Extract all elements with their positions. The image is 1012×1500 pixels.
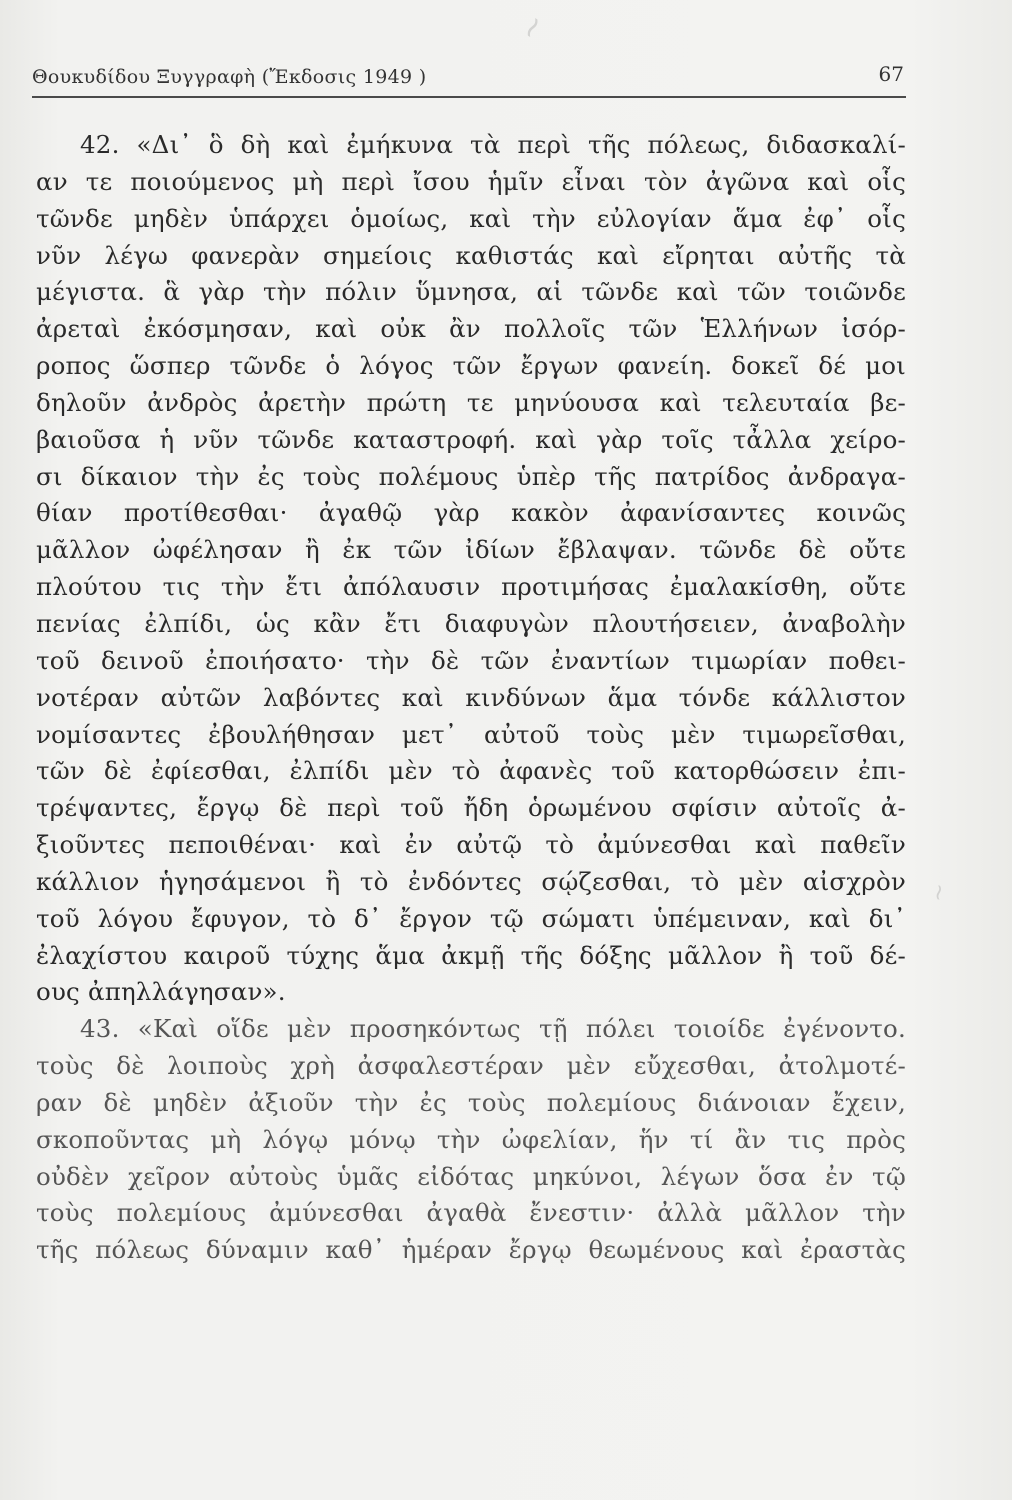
text-line: τῆς πόλεως δύναμιν καθ᾿ ἡμέραν ἔργῳ θεωμένους καὶ ἐραστὰς — [36, 1235, 906, 1265]
text-line: πλούτου τις τὴν ἔτι ἀπόλαυσιν προτιμήσας ἐμαλακίσθη, οὔτε — [36, 572, 906, 602]
text-line: νομίσαντες ἐβουλήθησαν μετ᾿ αὐτοῦ τοὺς μὲν τιμωρεῖσθαι, — [36, 719, 906, 749]
main-text — [36, 127, 906, 1269]
text-line: νοτέραν αὐτῶν λαβόντες καὶ κινδύνων ἅμα τόνδε κάλλιστον — [36, 682, 906, 712]
pencil-mark-right: ~ — [925, 881, 954, 904]
page-header — [32, 62, 906, 98]
text-line: βαιοῦσα ἡ νῦν τῶνδε καταστροφή. καὶ γὰρ τοῖς τἆλλα χείρο- — [36, 424, 906, 454]
text-line: σκοποῦντας μὴ λόγῳ μόνῳ τὴν ὠφελίαν, ἥν τί ἂν τις πρὸς — [36, 1124, 906, 1154]
text-line: τῶνδε μηδὲν ὑπάρχει ὁμοίως, καὶ τὴν εὐλογίαν ἅμα ἐφ᾿ οἷς — [36, 203, 906, 233]
text-line: θίαν προτίθεσθαι· ἀγαθῷ γὰρ κακὸν ἀφανίσαντες κοινῶς — [36, 498, 906, 528]
text-line: τρέψαντες, ἔργῳ δὲ περὶ τοῦ ἤδη ὁρωμένου σφίσιν αὐτοῖς ἀ- — [36, 793, 906, 823]
text-line: κάλλιον ἡγησάμενοι ἢ τὸ ἐνδόντες σῴζεσθαι, τὸ μὲν αἰσχρὸν — [36, 866, 906, 896]
text-line: τοῦ λόγου ἔφυγον, τὸ δ᾿ ἔργον τῷ σώματι ὑπέμειναν, καὶ δι᾿ — [36, 903, 906, 933]
text-line: τοῦ δεινοῦ ἐποιήσατο· τὴν δὲ τῶν ἐναντίων τιμωρίαν ποθει- — [36, 645, 906, 675]
text-line: ξιοῦντες πεποιθέναι· καὶ ἐν αὐτῷ τὸ ἀμύνεσθαι καὶ παθεῖν — [36, 830, 906, 860]
running-head: Θουκυδίδου Ξυγγραφὴ (Ἔκδοσις 1949 ) — [32, 66, 427, 88]
text-line: τοὺς δὲ λοιποὺς χρὴ ἀσφαλεστέραν μὲν εὔχεσθαι, ἀτολμοτέ- — [36, 1051, 906, 1081]
text-line: ἐλαχίστου καιροῦ τύχης ἅμα ἀκμῇ τῆς δόξης μᾶλλον ἢ τοῦ δέ- — [36, 940, 906, 970]
text-line: ροπος ὥσπερ τῶνδε ὁ λόγος τῶν ἔργων φανείη. δοκεῖ δέ μοι — [36, 351, 906, 381]
text-line: μέγιστα. ἃ γὰρ τὴν πόλιν ὕμνησα, αἱ τῶνδε καὶ τῶν τοιῶνδε — [36, 277, 906, 307]
text-line: τοὺς πολεμίους ἀμύνεσθαι ἀγαθὰ ἔνεστιν· ἀλλὰ μᾶλλον τὴν — [36, 1198, 906, 1228]
page-number: 67 — [878, 62, 904, 86]
text-line: αν τε ποιούμενος μὴ περὶ ἴσου ἡμῖν εἶναι τὸν ἀγῶνα καὶ οἷς — [36, 166, 906, 196]
text-line: σι δίκαιον τὴν ἐς τοὺς πολέμους ὑπὲρ τῆς πατρίδος ἀνδραγα- — [36, 461, 906, 491]
text-line: δηλοῦν ἀνδρὸς ἀρετὴν πρώτη τε μηνύουσα καὶ τελευταία βε- — [36, 387, 906, 417]
text-line: οὐδὲν χεῖρον αὐτοὺς ὑμᾶς εἰδότας μηκύνοι, λέγων ὅσα ἐν τῷ — [36, 1161, 906, 1191]
pencil-mark-top: ~ — [511, 7, 555, 48]
text-line: μᾶλλον ὠφέλησαν ἢ ἐκ τῶν ἰδίων ἔβλαψαν. τῶνδε δὲ οὔτε — [36, 535, 906, 565]
text-line: 42. «Δι᾿ ὃ δὴ καὶ ἐμήκυνα τὰ περὶ τῆς πόλεως, διδασκαλί- — [80, 130, 906, 159]
text-line: ους ἀπηλλάγησαν». — [36, 977, 286, 1007]
text-line: ἀρεταὶ ἐκόσμησαν, καὶ οὐκ ἂν πολλοῖς τῶν Ἑλλήνων ἰσόρ- — [36, 314, 906, 344]
text-line: νῦν λέγω φανερὰν σημείοις καθιστάς καὶ εἴρηται αὐτῆς τὰ — [36, 240, 906, 270]
text-line: τῶν δὲ ἐφίεσθαι, ἐλπίδι μὲν τὸ ἀφανὲς τοῦ κατορθώσειν ἐπι- — [36, 756, 906, 786]
text-line: ραν δὲ μηδὲν ἀξιοῦν τὴν ἐς τοὺς πολεμίους διάνοιαν ἔχειν, — [36, 1087, 906, 1117]
text-line: πενίας ἐλπίδι, ὡς κἂν ἔτι διαφυγὼν πλουτήσειεν, ἀναβολὴν — [36, 608, 906, 638]
text-line: 43. «Καὶ οἵδε μὲν προσηκόντως τῇ πόλει τοιοίδε ἐγένοντο. — [80, 1014, 906, 1044]
